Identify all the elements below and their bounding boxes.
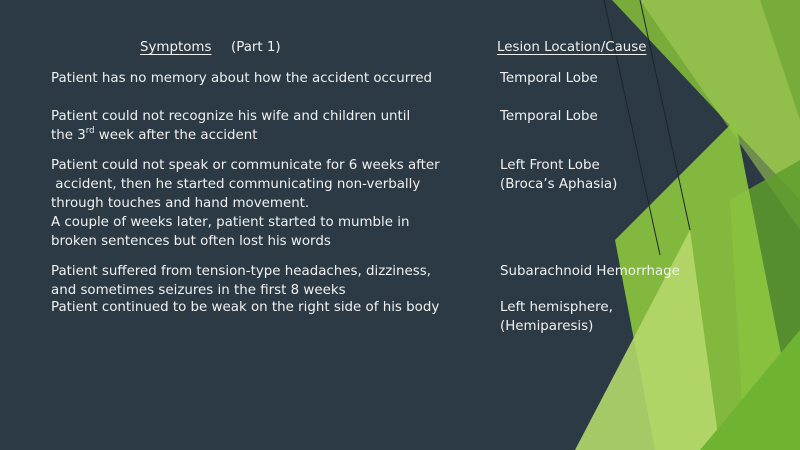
part-label: (Part 1) [231,40,281,55]
symptom-line: through touches and hand movement. [51,196,310,211]
symptom-line [51,126,410,145]
lesion-line: Left Front Lobe [500,158,600,173]
lesion-line: Temporal Lobe [500,71,598,86]
symptom-line: broken sentences but often lost his words [51,234,331,249]
lesion-line: Left hemisphere, [500,300,613,315]
symptom-line: Patient could not recognize his wife and children until [51,109,411,124]
lesion-row-5 [500,298,613,336]
symptom-line: A couple of weeks later, patient started to mumble in [51,215,410,230]
symptom-row-2 [51,107,410,145]
ordinal-suffix: rd [85,126,95,136]
lesion-row-2 [500,107,598,126]
symptom-line: Patient suffered from tension-type headaches, dizziness, [51,264,431,279]
lesion-line: Temporal Lobe [500,109,598,124]
symptom-line: accident, then he started communicating non-verbally [51,177,421,192]
lesion-line: (Broca’s Aphasia) [500,177,618,192]
symptom-line: Patient continued to be weak on the right side of his body [51,300,440,315]
symptom-row-3 [51,156,440,251]
lesion-row-4 [500,262,680,281]
lesion-line: Subarachnoid Hemorrhage [500,264,680,279]
symptom-text: week after the accident [94,128,258,143]
symptom-line: Patient could not speak or communicate for 6 weeks after [51,158,440,173]
symptom-row-4 [51,262,431,300]
lesion-line: (Hemiparesis) [500,319,594,334]
symptom-text: the 3 [51,128,86,143]
symptom-line: and sometimes seizures in the first 8 weeks [51,283,346,298]
lesion-row-3 [500,156,617,194]
lesion-header: Lesion Location/Cause [497,40,647,55]
symptom-line: Patient has no memory about how the accident occurred [51,71,432,86]
symptom-row-5 [51,298,439,317]
symptoms-header: Symptoms [140,40,212,55]
symptom-row-1 [51,69,432,88]
lesion-row-1 [500,69,598,88]
